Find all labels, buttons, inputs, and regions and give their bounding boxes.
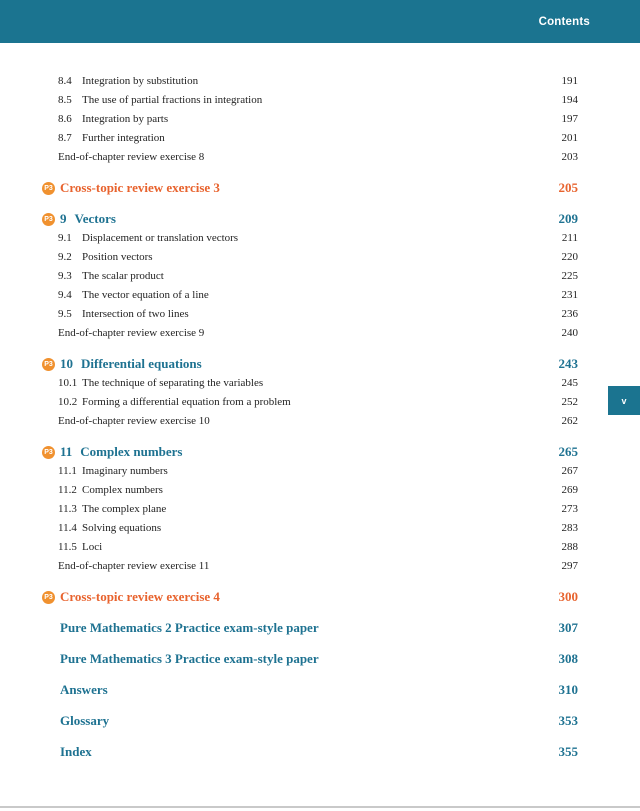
header-bar bbox=[0, 0, 640, 43]
heading-label: Vectors bbox=[74, 211, 116, 226]
toc-chapter-row bbox=[42, 209, 578, 229]
page-number: 211 bbox=[561, 232, 578, 244]
item-label: Position vectors bbox=[82, 251, 153, 263]
item-label: End-of-chapter review exercise 8 bbox=[58, 151, 205, 163]
page-number: 197 bbox=[561, 113, 578, 125]
page-number: 307 bbox=[558, 620, 578, 635]
p3-badge: P3 bbox=[42, 213, 55, 226]
item-label: The technique of separating the variables bbox=[82, 377, 264, 389]
page-number: 245 bbox=[561, 377, 578, 389]
item-label: End-of-chapter review exercise 10 bbox=[58, 415, 210, 427]
toc-subitem-row bbox=[42, 129, 578, 148]
item-label: Integration by substitution bbox=[82, 75, 199, 87]
toc-chapter-row bbox=[42, 354, 578, 374]
item-number: 8.6 bbox=[58, 113, 72, 125]
item-label: The use of partial fractions in integration bbox=[82, 94, 263, 106]
item-number: 9.4 bbox=[58, 289, 72, 301]
toc-subitem-row bbox=[42, 462, 578, 481]
side-tab-page-number: v bbox=[621, 395, 627, 406]
page-number: 240 bbox=[561, 327, 578, 339]
toc-subitem-row bbox=[42, 110, 578, 129]
toc-cross-topic-row bbox=[42, 587, 578, 607]
page-number: 191 bbox=[561, 75, 578, 87]
item-number: 11.1 bbox=[58, 465, 77, 477]
page-number: 267 bbox=[561, 465, 578, 477]
page-number: 355 bbox=[558, 744, 578, 759]
toc-review-row bbox=[42, 324, 578, 343]
item-number: 11.3 bbox=[58, 503, 77, 515]
heading-label: Pure Mathematics 2 Practice exam-style paper bbox=[60, 620, 319, 635]
item-number: 9.1 bbox=[58, 232, 72, 244]
toc-subitem-row bbox=[42, 72, 578, 91]
p3-badge: P3 bbox=[42, 358, 55, 371]
page-number: 288 bbox=[561, 541, 578, 553]
toc-subitem-row bbox=[42, 481, 578, 500]
item-label: Forming a differential equation from a problem bbox=[82, 396, 291, 408]
item-label: End-of-chapter review exercise 9 bbox=[58, 327, 205, 339]
heading-label: Pure Mathematics 3 Practice exam-style paper bbox=[60, 651, 319, 666]
item-number: 11.4 bbox=[58, 522, 77, 534]
toc-backmatter-row bbox=[42, 680, 578, 700]
page-bottom-edge bbox=[0, 806, 640, 808]
item-label: Further integration bbox=[82, 132, 165, 144]
item-number: 9.3 bbox=[58, 270, 72, 282]
page-title: Contents bbox=[538, 15, 590, 28]
heading-label: Differential equations bbox=[81, 356, 202, 371]
toc-subitem-row bbox=[42, 393, 578, 412]
item-number: 8.5 bbox=[58, 94, 72, 106]
toc-chapter-row bbox=[42, 442, 578, 462]
page-number: 265 bbox=[558, 444, 578, 459]
item-label: Complex numbers bbox=[82, 484, 163, 496]
chapter-number: 10 bbox=[60, 356, 73, 371]
toc-subitem-row bbox=[42, 374, 578, 393]
p3-badge: P3 bbox=[42, 182, 55, 195]
page-number: 300 bbox=[558, 589, 578, 604]
page-number: 273 bbox=[561, 503, 578, 515]
chapter-number: 9 bbox=[60, 211, 67, 226]
page-number: 225 bbox=[561, 270, 578, 282]
page-number: 231 bbox=[561, 289, 578, 301]
toc-subitem-row bbox=[42, 305, 578, 324]
toc-subitem-row bbox=[42, 91, 578, 110]
item-number: 11.5 bbox=[58, 541, 77, 553]
page-number: 262 bbox=[561, 415, 578, 427]
heading-label: Answers bbox=[60, 682, 108, 697]
toc-backmatter-row bbox=[42, 618, 578, 638]
item-label: Integration by parts bbox=[82, 113, 169, 125]
page-number: 269 bbox=[561, 484, 578, 496]
toc-cross-topic-row bbox=[42, 178, 578, 198]
p3-badge: P3 bbox=[42, 446, 55, 459]
item-number: 8.4 bbox=[58, 75, 72, 87]
p3-badge: P3 bbox=[42, 591, 55, 604]
table-of-contents bbox=[0, 43, 640, 762]
item-label: Displacement or translation vectors bbox=[82, 232, 239, 244]
page-number: 220 bbox=[561, 251, 578, 263]
item-number: 9.5 bbox=[58, 308, 72, 320]
toc-review-row bbox=[42, 148, 578, 167]
heading-label: Cross-topic review exercise 3 bbox=[60, 180, 220, 195]
heading-label: Index bbox=[60, 744, 92, 759]
chapter-number: 11 bbox=[60, 444, 73, 459]
page-number: 252 bbox=[561, 396, 578, 408]
toc-subitem-row bbox=[42, 286, 578, 305]
page-number: 297 bbox=[561, 560, 578, 572]
toc-subitem-row bbox=[42, 519, 578, 538]
item-label: Solving equations bbox=[82, 522, 162, 534]
item-number: 11.2 bbox=[58, 484, 77, 496]
heading-label: Cross-topic review exercise 4 bbox=[60, 589, 220, 604]
page-number: 194 bbox=[561, 94, 578, 106]
toc-backmatter-row bbox=[42, 711, 578, 731]
heading-label: Glossary bbox=[60, 713, 110, 728]
item-label: End-of-chapter review exercise 11 bbox=[58, 560, 210, 572]
page-number: 308 bbox=[558, 651, 578, 666]
item-label: Intersection of two lines bbox=[82, 308, 189, 320]
page-number: 353 bbox=[558, 713, 578, 728]
page-number: 243 bbox=[558, 356, 578, 371]
page-number: 201 bbox=[561, 132, 578, 144]
item-number: 9.2 bbox=[58, 251, 72, 263]
toc-subitem-row bbox=[42, 538, 578, 557]
toc-subitem-row bbox=[42, 500, 578, 519]
toc-review-row bbox=[42, 557, 578, 576]
toc-backmatter-row bbox=[42, 742, 578, 762]
item-number: 8.7 bbox=[58, 132, 72, 144]
item-label: The complex plane bbox=[82, 503, 167, 515]
item-number: 10.1 bbox=[58, 377, 78, 389]
page-number: 236 bbox=[561, 308, 578, 320]
page-number: 203 bbox=[561, 151, 578, 163]
item-number: 10.2 bbox=[58, 396, 78, 408]
page-number: 209 bbox=[558, 211, 578, 226]
toc-backmatter-row bbox=[42, 649, 578, 669]
toc-subitem-row bbox=[42, 248, 578, 267]
item-label: The scalar product bbox=[82, 270, 164, 282]
page-number: 310 bbox=[558, 682, 578, 697]
toc-review-row bbox=[42, 412, 578, 431]
page-number: 283 bbox=[561, 522, 578, 534]
side-page-tab bbox=[608, 386, 640, 415]
item-label: Imaginary numbers bbox=[82, 465, 168, 477]
page-number: 205 bbox=[558, 180, 578, 195]
item-label: Loci bbox=[82, 541, 103, 553]
toc-subitem-row bbox=[42, 267, 578, 286]
toc-subitem-row bbox=[42, 229, 578, 248]
item-label: The vector equation of a line bbox=[82, 289, 209, 301]
heading-label: Complex numbers bbox=[80, 444, 183, 459]
